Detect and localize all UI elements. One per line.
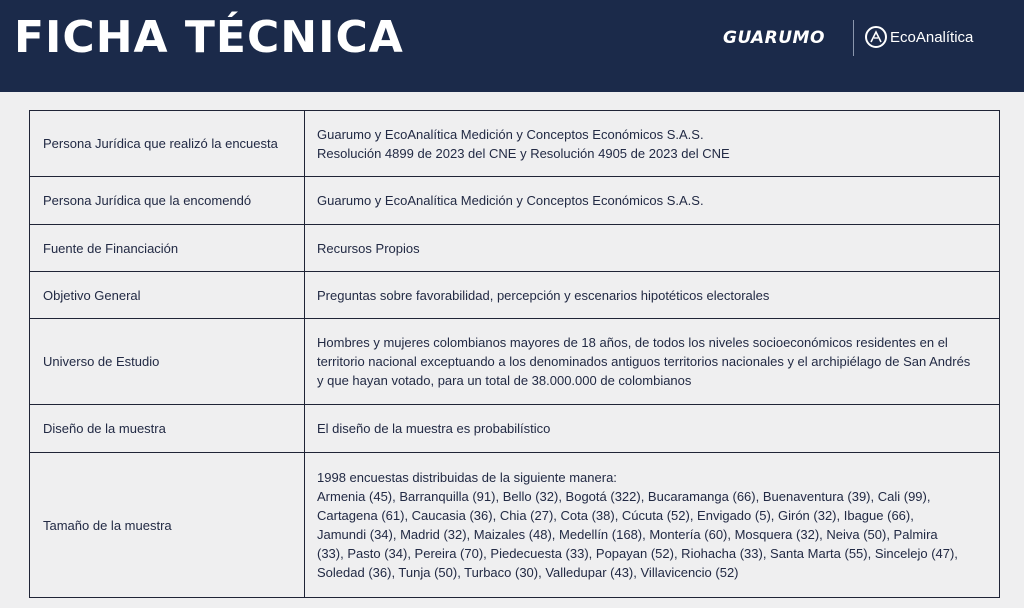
value-line: 1998 encuestas distribuidas de la siguiente manera: bbox=[317, 470, 617, 485]
table-row bbox=[30, 225, 1000, 272]
spec-table bbox=[29, 110, 1000, 598]
value-line: Recursos Propios bbox=[317, 240, 420, 256]
value-line: Preguntas sobre favorabilidad, percepción y escenarios hipotéticos electorales bbox=[317, 287, 770, 303]
value-line: (33), Pasto (34), Pereira (70), Piedecuesta (33), Popayan (52), Riohacha (33), Santa Marta (55), Sincelejo (47), bbox=[317, 546, 958, 561]
table-row bbox=[30, 272, 1000, 319]
row-label: Fuente de Financiación bbox=[30, 225, 305, 272]
page-title: FICHA TÉCNICA bbox=[14, 12, 404, 63]
row-label: Tamaño de la muestra bbox=[30, 453, 305, 598]
table-row bbox=[30, 453, 1000, 598]
ecoanalitica-logo-icon bbox=[865, 26, 887, 48]
row-value bbox=[305, 453, 1000, 598]
row-label: Persona Jurídica que la encomendó bbox=[30, 177, 305, 225]
table-row bbox=[30, 405, 1000, 453]
value-line: El diseño de la muestra es probabilístico bbox=[317, 421, 551, 436]
value-line: Cartagena (61), Caucasia (36), Chia (27), Cota (38), Cúcuta (52), Envigado (5), Girón (32), Ibague (66), bbox=[317, 508, 914, 523]
value-line: Hombres y mujeres colombianos mayores de 18 años, de todos los niveles socioeconómicos residentes en el bbox=[317, 335, 948, 350]
row-label: Objetivo General bbox=[30, 272, 305, 319]
table-row bbox=[30, 319, 1000, 405]
row-value bbox=[305, 272, 1000, 319]
row-value bbox=[305, 319, 1000, 405]
ecoanalitica-logo: EcoAnalítica bbox=[890, 29, 974, 46]
value-line: Soledad (36), Tunja (50), Turbaco (30), Valledupar (43), Villavicencio (52) bbox=[317, 565, 739, 580]
row-label: Persona Jurídica que realizó la encuesta bbox=[30, 111, 305, 177]
row-label: Diseño de la muestra bbox=[30, 405, 305, 453]
table-row bbox=[30, 177, 1000, 225]
value-line: Guarumo y EcoAnalítica Medición y Conceptos Económicos S.A.S. bbox=[317, 193, 704, 208]
value-line: Jamundi (34), Madrid (32), Maizales (48), Medellín (168), Montería (60), Mosquera (32), Neiva (50), Palmira bbox=[317, 527, 938, 542]
logo-divider bbox=[853, 20, 854, 56]
value-line: y que hayan votado, para un total de 38.000.000 de colombianos bbox=[317, 373, 692, 388]
row-label: Universo de Estudio bbox=[30, 319, 305, 405]
header-bar bbox=[0, 0, 1024, 92]
table-row bbox=[30, 111, 1000, 177]
value-line: territorio nacional exceptuando a los denominados antiguos territorios nacionales y el archipiélago de San Andrés bbox=[317, 354, 971, 369]
row-value bbox=[305, 405, 1000, 453]
row-value bbox=[305, 111, 1000, 177]
row-value bbox=[305, 177, 1000, 225]
guarumo-logo: GUARUMO bbox=[723, 28, 825, 48]
row-value bbox=[305, 225, 1000, 272]
value-line: Resolución 4899 de 2023 del CNE y Resolución 4905 de 2023 del CNE bbox=[317, 145, 730, 161]
value-line: Guarumo y EcoAnalítica Medición y Conceptos Económicos S.A.S. bbox=[317, 126, 704, 142]
value-line: Armenia (45), Barranquilla (91), Bello (32), Bogotá (322), Bucaramanga (66), Buenaventura (39), Cali (99), bbox=[317, 489, 931, 504]
